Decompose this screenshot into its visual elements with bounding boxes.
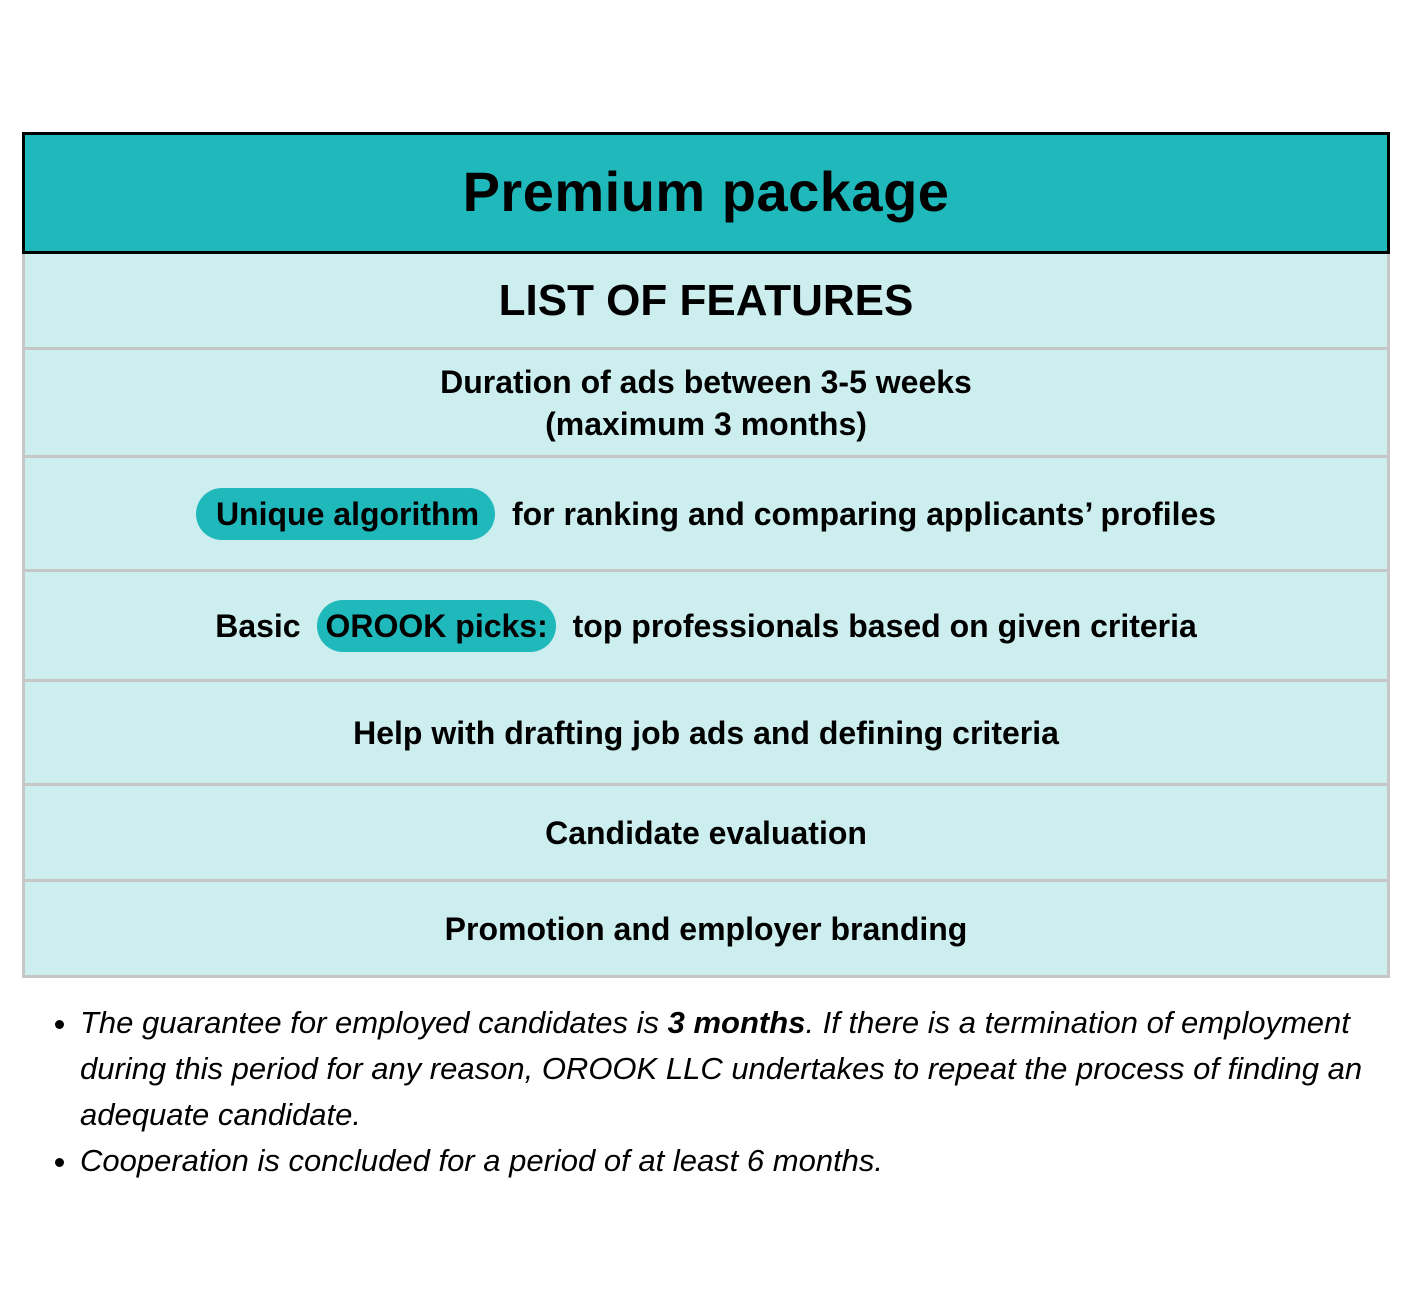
feature-row-algorithm [22, 458, 1390, 572]
feature-duration [440, 361, 972, 445]
guarantee-duration: 3 months [667, 1005, 806, 1040]
features-heading-row [22, 254, 1390, 350]
package-title: Premium package [462, 159, 950, 223]
feature-duration-line2: (maximum 3 months) [545, 405, 867, 442]
feature-row-promotion [22, 882, 1390, 978]
feature-algorithm [196, 488, 1216, 540]
picks-prefix: Basic [215, 607, 301, 644]
algorithm-text: for ranking and comparing applicants’ profiles [511, 495, 1217, 532]
feature-promotion: Promotion and employer branding [444, 910, 968, 947]
feature-row-drafting [22, 682, 1390, 786]
feature-duration-line1: Duration of ads between 3-5 weeks [440, 363, 972, 400]
note-guarantee [80, 1000, 1414, 1138]
algorithm-highlight: Unique algorithm [196, 488, 495, 540]
features-table [22, 132, 1390, 978]
guarantee-after: . If there is a termination of employment during this period for any reason, OROOK LLC undertakes to repeat the process of finding an adequate candidate. [80, 1005, 1363, 1132]
package-header [22, 132, 1390, 254]
feature-row-evaluation [22, 786, 1390, 882]
notes-list [40, 1000, 1414, 1184]
feature-evaluation: Candidate evaluation [545, 814, 867, 851]
picks-highlight: OROOK picks: [317, 600, 555, 652]
picks-text: top professionals based on given criteria [572, 607, 1197, 644]
feature-row-duration [22, 350, 1390, 458]
guarantee-before: The guarantee for employed candidates is [80, 1005, 668, 1040]
feature-picks [215, 600, 1197, 652]
note-cooperation: • Cooperation is concluded for a period of at least 6 months. [80, 1138, 1414, 1184]
feature-row-picks [22, 572, 1390, 682]
feature-drafting: Help with drafting job ads and defining criteria [353, 714, 1059, 751]
features-heading: LIST OF FEATURES [498, 275, 914, 325]
